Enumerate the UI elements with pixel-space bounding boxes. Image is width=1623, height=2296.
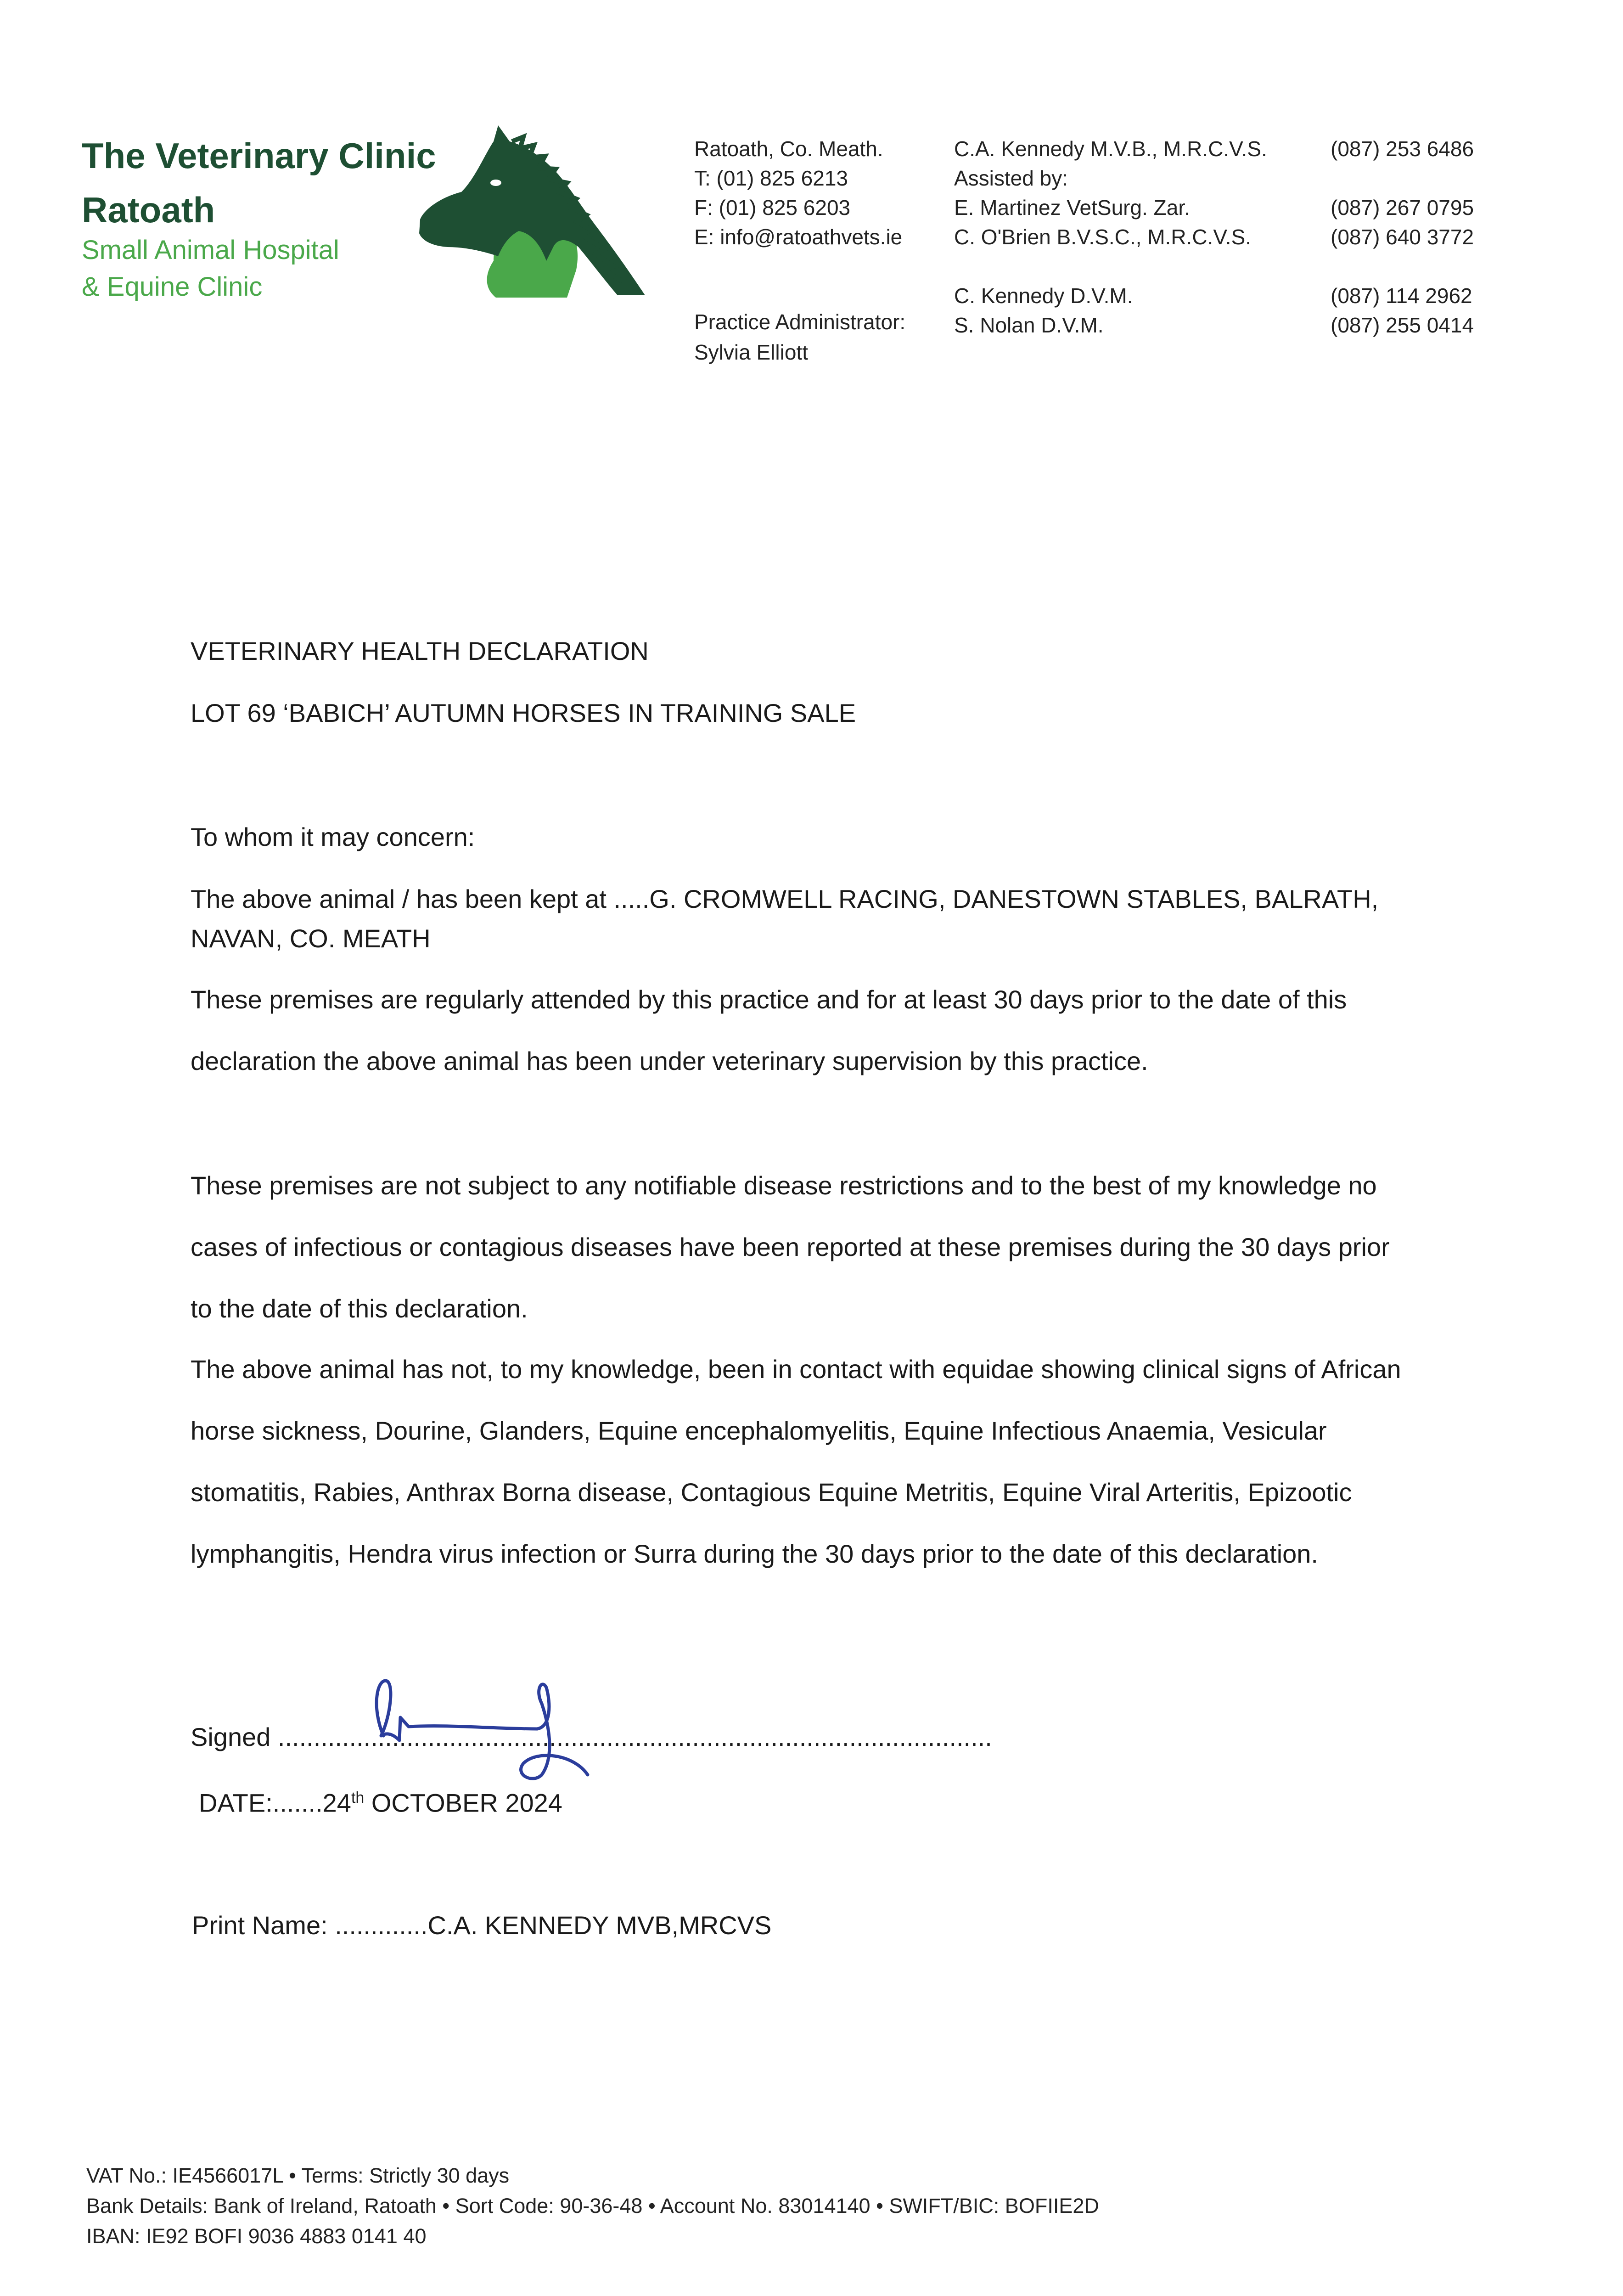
vets-list — [954, 134, 1267, 340]
clinic-name-line1: The Veterinary Clinic — [82, 135, 436, 176]
declaration-date — [199, 1778, 562, 1823]
phone-number: (087) 114 2962 — [1331, 284, 1472, 308]
assisted-by-label: Assisted by: — [954, 166, 1068, 190]
restrictions-paragraph: These premises are not subject to any notifiable disease restrictions and to the best of my knowledge no cases of infectious or contagious diseases have been reported at these premises during the 30 days prior to the date of this declaration. — [191, 1171, 1390, 1323]
clinic-subtitle-line1: Small Animal Hospital — [82, 235, 339, 265]
clinic-subtitle — [82, 232, 339, 305]
phone-number: (087) 640 3772 — [1331, 225, 1474, 249]
vet-item: S. Nolan D.V.M. — [954, 313, 1104, 337]
clinic-contact-block — [694, 134, 902, 252]
footer — [86, 2161, 1099, 2251]
date-suffix: OCTOBER 2024 — [364, 1788, 562, 1818]
footer-bank: Bank Details: Bank of Ireland, Ratoath • Sort Code: 90-36-48 • Account No. 83014140 • SWIFT/BIC: BOFIIE2D — [86, 2194, 1099, 2217]
admin-label: Practice Administrator: — [694, 310, 906, 334]
diseases-paragraph: The above animal has not, to my knowledge, been in contact with equidae showing clinical signs of African horse sickness, Dourine, Glanders, Equine encephalomyelitis, Equine Infectious Anaemia, Vesicular stomatitis, Rabies, Anthrax Borna disease, Contagious Equine Metritis, Equine Viral Arteritis, Epizootic lymphangitis, Hendra virus infection or Surra during the 30 days prior to the date of this declaration. — [191, 1355, 1401, 1568]
vets-phones — [1331, 134, 1474, 340]
phone-number: (087) 267 0795 — [1331, 196, 1474, 219]
clinic-address: Ratoath, Co. Meath. — [694, 137, 883, 161]
clinic-name — [82, 129, 436, 237]
lot-title: LOT 69 ‘BABICH’ AUTUMN HORSES IN TRAINING SALE — [191, 698, 856, 727]
horse-dog-logo-icon — [416, 123, 650, 298]
phone-number: (087) 255 0414 — [1331, 313, 1474, 337]
phone-number: (087) 253 6486 — [1331, 137, 1474, 161]
clinic-subtitle-line2: & Equine Clinic — [82, 272, 263, 302]
date-ordinal: th — [351, 1789, 365, 1806]
clinic-fax: F: (01) 825 6203 — [694, 196, 851, 219]
footer-iban: IBAN: IE92 BOFI 9036 4883 0141 40 — [86, 2224, 427, 2248]
supervision-paragraph: These premises are regularly attended by this practice and for at least 30 days prior to the date of this declaration the above animal has been under veterinary supervision by this practice. — [191, 985, 1347, 1075]
signed-line: Signed .................................................................................................... — [191, 1722, 992, 1751]
print-name: Print Name: .............C.A. KENNEDY MVB,MRCVS — [192, 1911, 772, 1940]
vet-lead: C.A. Kennedy M.V.B., M.R.C.V.S. — [954, 137, 1267, 161]
salutation: To whom it may concern: — [191, 822, 475, 851]
kept-at-paragraph: The above animal / has been kept at .....G. CROMWELL RACING, DANESTOWN STABLES, BALRATH, NAVAN, CO. MEATH — [191, 884, 1379, 953]
clinic-phone: T: (01) 825 6213 — [694, 166, 848, 190]
clinic-email: E: info@ratoathvets.ie — [694, 225, 903, 249]
handwritten-signature-icon — [358, 1667, 689, 1791]
date-prefix: DATE:.......24 — [199, 1788, 351, 1818]
practice-administrator — [694, 307, 905, 367]
admin-name: Sylvia Elliott — [694, 340, 808, 364]
vet-item: E. Martinez VetSurg. Zar. — [954, 196, 1190, 219]
footer-vat: VAT No.: IE4566017L • Terms: Strictly 30 days — [86, 2164, 510, 2187]
vet-item: C. Kennedy D.V.M. — [954, 284, 1133, 308]
vet-item: C. O'Brien B.V.S.C., M.R.C.V.S. — [954, 225, 1252, 249]
clinic-name-line2: Ratoath — [82, 190, 215, 230]
declaration-title: VETERINARY HEALTH DECLARATION — [191, 636, 649, 665]
